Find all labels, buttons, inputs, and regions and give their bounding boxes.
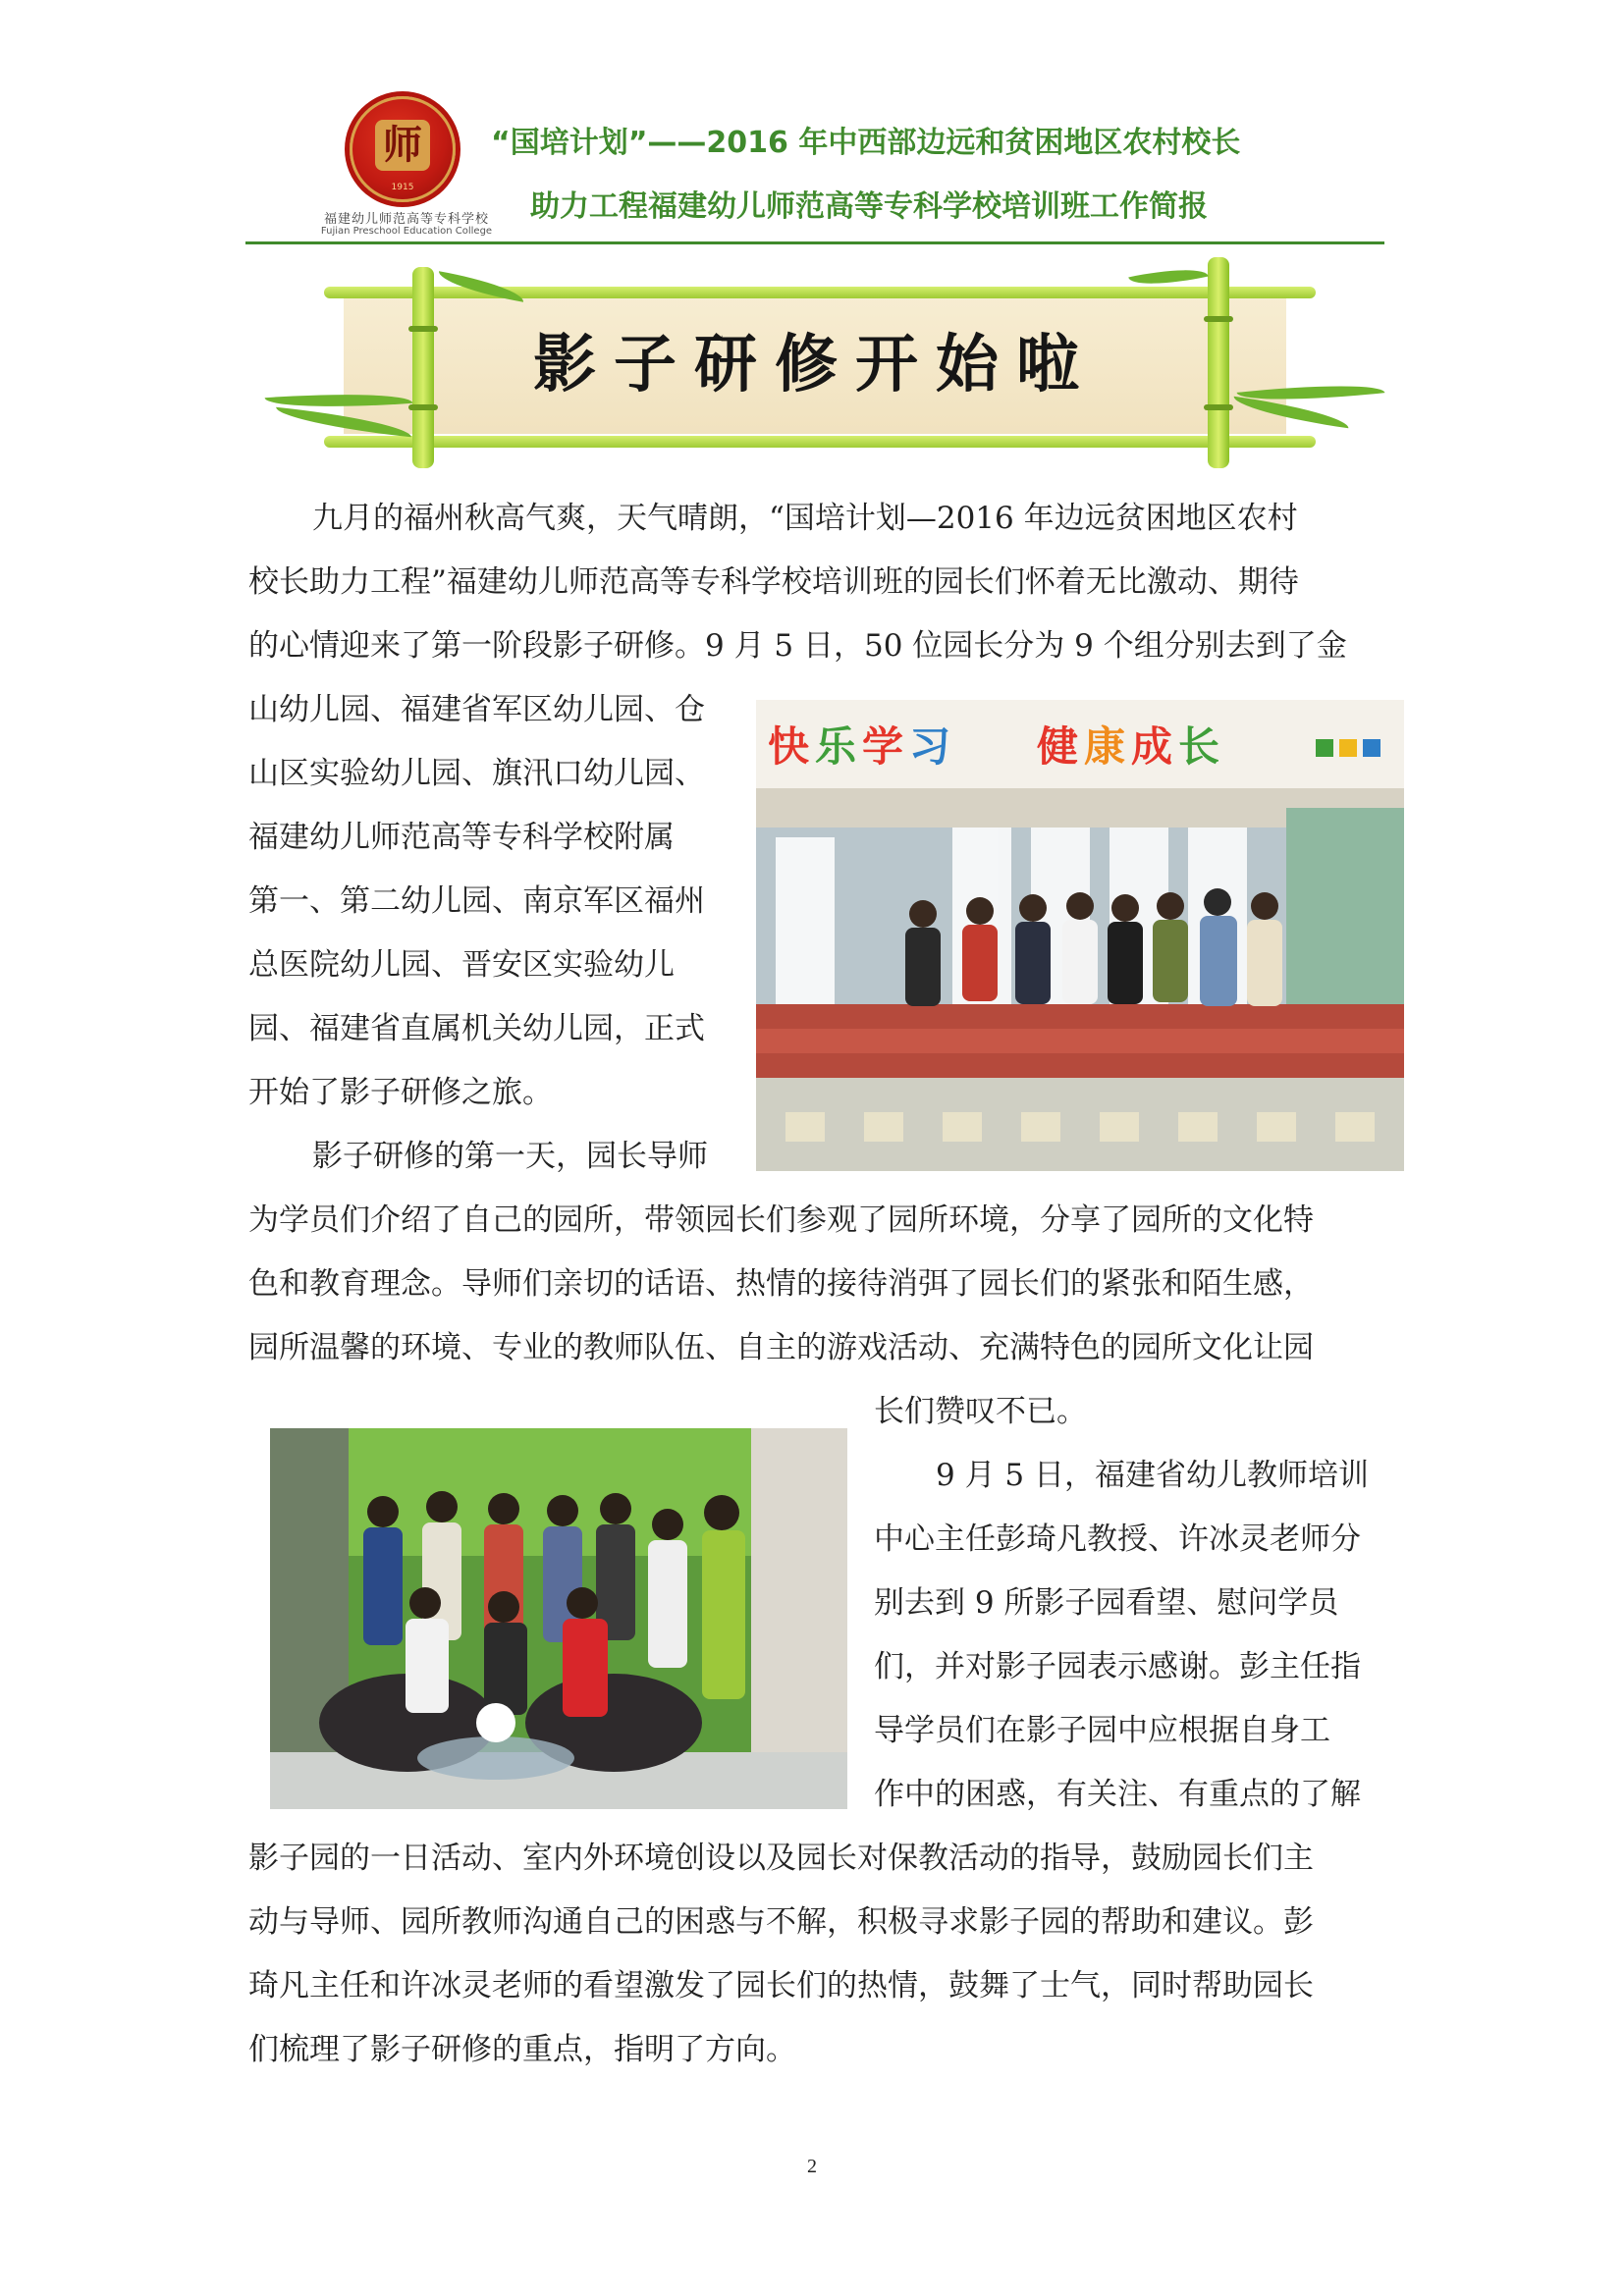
logo-english-name: Fujian Preschool Education College [320,226,493,237]
photo-kindergarten-entrance-illustration [756,700,1404,1171]
body-line: 山幼儿园、福建省军区幼儿园、仓 [248,692,705,727]
sign-char: 健 [1037,722,1079,771]
logo-seal [350,96,456,202]
header-title-line1: “国培计划”——2016 年中西部边远和贫困地区农村校长 [491,126,1241,160]
body-line: 琦凡主任和许冰灵老师的看望激发了园长们的热情，鼓舞了士气，同时帮助园长 [248,1968,1314,2003]
article-title: 影子研修开始啦 [533,328,1097,401]
sign-char: 习 [909,722,951,771]
body-line: 山区实验幼儿园、旗汛口幼儿园、 [248,756,705,791]
college-logo [302,92,511,241]
photo-group-visit-illustration [270,1428,847,1809]
title-banner [265,257,1394,473]
sign-char: 康 [1084,722,1126,771]
body-line: 们，并对影子园表示感谢。彭主任指 [874,1649,1361,1684]
body-line: 九月的福州秋高气爽，天气晴朗，“国培计划—2016 年边远贫困地区农村 [312,501,1298,536]
header-title-line2: 助力工程福建幼儿师范高等专科学校培训班工作简报 [530,189,1208,224]
body-line: 开始了影子研修之旅。 [248,1075,553,1110]
header-divider [245,241,1384,244]
body-line: 们梳理了影子研修的重点，指明了方向。 [248,2032,796,2067]
body-line: 为学员们介绍了自己的园所，带领园长们参观了园所环境，分享了园所的文化特 [248,1202,1314,1238]
body-line: 9 月 5 日，福建省幼儿教师培训 [936,1458,1370,1493]
body-line: 色和教育理念。导师们亲切的话语、热情的接待消弭了园长们的紧张和陌生感， [248,1266,1314,1302]
page-number: 2 [807,2156,817,2177]
logo-emblem: 师 [375,120,430,171]
sign-char: 乐 [815,722,857,771]
bamboo-bottom-rail [324,436,1316,448]
sign-char: 成 [1131,722,1173,771]
body-line: 导学员们在影子园中应根据自身工 [874,1713,1330,1748]
sign-char: 长 [1178,722,1220,771]
body-line: 影子研修的第一天，园长导师 [312,1139,708,1174]
body-line: 园所温馨的环境、专业的教师队伍、自主的游戏活动、充满特色的园所文化让园 [248,1330,1314,1365]
logo-chinese-name: 福建幼儿师范高等专科学校 [323,212,489,227]
photo-group-visit [270,1428,847,1809]
body-line: 作中的困惑，有关注、有重点的了解 [874,1777,1361,1812]
sign-char: 学 [862,722,904,771]
body-line: 动与导师、园所教师沟通自己的困惑与不解，积极寻求影子园的帮助和建议。彭 [248,1904,1314,1940]
logo-year: 1915 [391,183,414,192]
body-line: 总医院幼儿园、晋安区实验幼儿 [248,947,675,983]
body-line: 的心情迎来了第一阶段影子研修。9 月 5 日，50 位园长分为 9 个组分别去到了金 [248,628,1347,664]
body-line: 影子园的一日活动、室内外环境创设以及园长对保教活动的指导，鼓励园长们主 [248,1841,1314,1876]
body-line: 中心主任彭琦凡教授、许冰灵老师分 [874,1522,1361,1557]
body-line: 第一、第二幼儿园、南京军区福州 [248,883,705,919]
body-line: 园、福建省直属机关幼儿园，正式 [248,1011,705,1046]
body-line: 校长助力工程”福建幼儿师范高等专科学校培训班的园长们怀着无比激动、期待 [248,564,1299,600]
sign-char: 快 [768,722,810,771]
body-line: 长们赞叹不已。 [874,1394,1087,1429]
photo-kindergarten-entrance [756,700,1404,1171]
body-line: 福建幼儿师范高等专科学校附属 [248,820,675,855]
body-line: 别去到 9 所影子园看望、慰问学员 [874,1585,1339,1621]
